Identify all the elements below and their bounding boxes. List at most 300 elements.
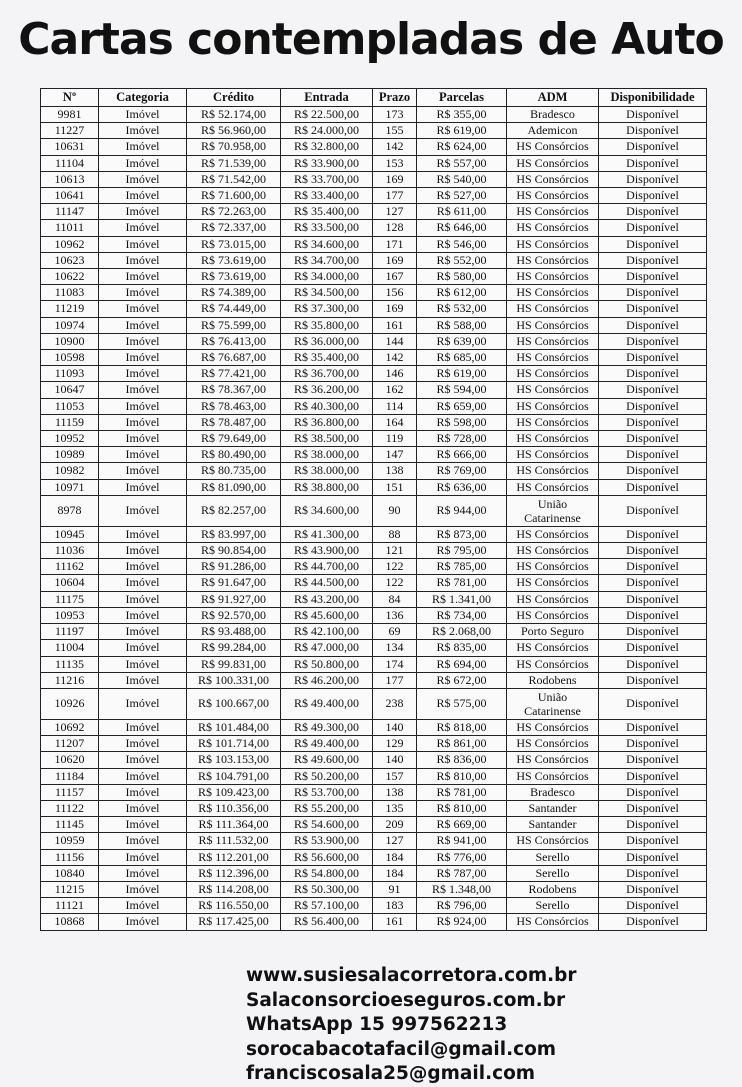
cell-categoria: Imóvel — [99, 431, 187, 447]
cell-entrada: R$ 56.400,00 — [281, 914, 373, 930]
cell-entrada: R$ 49.300,00 — [281, 719, 373, 735]
cell-numero: 11135 — [41, 656, 99, 672]
cell-credito: R$ 100.667,00 — [187, 688, 281, 719]
cell-numero: 10598 — [41, 350, 99, 366]
table-row — [41, 269, 707, 285]
cell-adm: Santander — [507, 817, 599, 833]
cell-prazo: 138 — [373, 463, 417, 479]
cell-entrada: R$ 53.900,00 — [281, 833, 373, 849]
cell-adm: Rodobens — [507, 881, 599, 897]
cell-numero: 11162 — [41, 559, 99, 575]
cell-categoria: Imóvel — [99, 672, 187, 688]
email-link-1[interactable]: sorocabacotafacil@gmail.com — [246, 1038, 557, 1060]
cell-credito: R$ 101.714,00 — [187, 736, 281, 752]
cell-credito: R$ 79.649,00 — [187, 431, 281, 447]
cell-credito: R$ 75.599,00 — [187, 317, 281, 333]
cell-entrada: R$ 38.800,00 — [281, 479, 373, 495]
table-row — [41, 784, 707, 800]
cell-adm: Rodobens — [507, 672, 599, 688]
cell-parcelas: R$ 619,00 — [417, 366, 507, 382]
table-row — [41, 800, 707, 816]
cell-entrada: R$ 43.900,00 — [281, 543, 373, 559]
cell-categoria: Imóvel — [99, 204, 187, 220]
cell-entrada: R$ 49.400,00 — [281, 736, 373, 752]
cell-prazo: 183 — [373, 898, 417, 914]
cell-adm: HS Consórcios — [507, 366, 599, 382]
cell-disponibilidade: Disponível — [599, 607, 707, 623]
cell-credito: R$ 103.153,00 — [187, 752, 281, 768]
cell-disponibilidade: Disponível — [599, 479, 707, 495]
table-row — [41, 575, 707, 591]
cell-credito: R$ 71.539,00 — [187, 155, 281, 171]
cell-parcelas: R$ 540,00 — [417, 171, 507, 187]
table-row — [41, 624, 707, 640]
cell-parcelas: R$ 785,00 — [417, 559, 507, 575]
cell-numero: 10962 — [41, 236, 99, 252]
cell-parcelas: R$ 1.348,00 — [417, 881, 507, 897]
cell-prazo: 161 — [373, 914, 417, 930]
cell-disponibilidade: Disponível — [599, 719, 707, 735]
cell-categoria: Imóvel — [99, 398, 187, 414]
cell-entrada: R$ 49.400,00 — [281, 688, 373, 719]
table-row — [41, 559, 707, 575]
cell-disponibilidade: Disponível — [599, 269, 707, 285]
header-prazo: Prazo — [373, 89, 417, 107]
cell-numero: 10622 — [41, 269, 99, 285]
table-row — [41, 591, 707, 607]
cell-numero: 11184 — [41, 768, 99, 784]
cell-prazo: 171 — [373, 236, 417, 252]
cell-categoria: Imóvel — [99, 463, 187, 479]
cell-categoria: Imóvel — [99, 301, 187, 317]
cell-numero: 10989 — [41, 447, 99, 463]
cell-numero: 11036 — [41, 543, 99, 559]
cell-disponibilidade: Disponível — [599, 301, 707, 317]
cell-credito: R$ 100.331,00 — [187, 672, 281, 688]
cell-prazo: 129 — [373, 736, 417, 752]
cell-categoria: Imóvel — [99, 656, 187, 672]
cell-disponibilidade: Disponível — [599, 833, 707, 849]
cell-disponibilidade: Disponível — [599, 398, 707, 414]
cell-adm: HS Consórcios — [507, 640, 599, 656]
table-row — [41, 447, 707, 463]
cell-disponibilidade: Disponível — [599, 350, 707, 366]
cell-prazo: 174 — [373, 656, 417, 672]
cell-categoria: Imóvel — [99, 800, 187, 816]
cell-adm: União Catarinense — [507, 495, 599, 526]
cell-credito: R$ 91.286,00 — [187, 559, 281, 575]
cell-entrada: R$ 24.000,00 — [281, 123, 373, 139]
table-row — [41, 220, 707, 236]
cell-adm: Santander — [507, 800, 599, 816]
cell-credito: R$ 81.090,00 — [187, 479, 281, 495]
cell-prazo: 184 — [373, 849, 417, 865]
cell-entrada: R$ 50.300,00 — [281, 881, 373, 897]
cell-adm: HS Consórcios — [507, 317, 599, 333]
cell-disponibilidade: Disponível — [599, 463, 707, 479]
cell-disponibilidade: Disponível — [599, 559, 707, 575]
cell-entrada: R$ 36.700,00 — [281, 366, 373, 382]
cell-categoria: Imóvel — [99, 624, 187, 640]
cell-adm: HS Consórcios — [507, 398, 599, 414]
cell-adm: HS Consórcios — [507, 479, 599, 495]
table-row — [41, 317, 707, 333]
cell-prazo: 142 — [373, 350, 417, 366]
cell-numero: 11083 — [41, 285, 99, 301]
cell-categoria: Imóvel — [99, 881, 187, 897]
cell-parcelas: R$ 810,00 — [417, 768, 507, 784]
cell-parcelas: R$ 694,00 — [417, 656, 507, 672]
cell-disponibilidade: Disponível — [599, 688, 707, 719]
cell-entrada: R$ 45.600,00 — [281, 607, 373, 623]
cell-parcelas: R$ 873,00 — [417, 526, 507, 542]
cell-categoria: Imóvel — [99, 688, 187, 719]
cell-credito: R$ 80.735,00 — [187, 463, 281, 479]
cell-entrada: R$ 36.800,00 — [281, 414, 373, 430]
cell-prazo: 161 — [373, 317, 417, 333]
cell-disponibilidade: Disponível — [599, 139, 707, 155]
cell-prazo: 169 — [373, 252, 417, 268]
cell-categoria: Imóvel — [99, 640, 187, 656]
cell-entrada: R$ 37.300,00 — [281, 301, 373, 317]
cell-numero: 10840 — [41, 865, 99, 881]
cell-disponibilidade: Disponível — [599, 526, 707, 542]
cell-credito: R$ 78.487,00 — [187, 414, 281, 430]
cell-parcelas: R$ 594,00 — [417, 382, 507, 398]
cell-parcelas: R$ 612,00 — [417, 285, 507, 301]
table-row — [41, 398, 707, 414]
cell-disponibilidade: Disponível — [599, 640, 707, 656]
cell-disponibilidade: Disponível — [599, 575, 707, 591]
website-link-2[interactable]: Salaconsorcioeseguros.com.br — [246, 989, 566, 1011]
cell-categoria: Imóvel — [99, 591, 187, 607]
cell-adm: HS Consórcios — [507, 414, 599, 430]
cell-disponibilidade: Disponível — [599, 447, 707, 463]
cell-numero: 11175 — [41, 591, 99, 607]
cell-numero: 11122 — [41, 800, 99, 816]
cell-numero: 10604 — [41, 575, 99, 591]
cell-prazo: 119 — [373, 431, 417, 447]
cell-credito: R$ 78.367,00 — [187, 382, 281, 398]
cell-adm: HS Consórcios — [507, 914, 599, 930]
cell-adm: HS Consórcios — [507, 252, 599, 268]
cell-numero: 11121 — [41, 898, 99, 914]
cell-numero: 10900 — [41, 333, 99, 349]
cell-credito: R$ 80.490,00 — [187, 447, 281, 463]
cell-prazo: 147 — [373, 447, 417, 463]
cell-disponibilidade: Disponível — [599, 252, 707, 268]
cell-prazo: 140 — [373, 752, 417, 768]
cell-categoria: Imóvel — [99, 752, 187, 768]
cell-parcelas: R$ 944,00 — [417, 495, 507, 526]
table-row — [41, 752, 707, 768]
cell-disponibilidade: Disponível — [599, 204, 707, 220]
cell-entrada: R$ 32.800,00 — [281, 139, 373, 155]
cell-categoria: Imóvel — [99, 736, 187, 752]
cell-numero: 11216 — [41, 672, 99, 688]
cell-credito: R$ 93.488,00 — [187, 624, 281, 640]
cell-adm: HS Consórcios — [507, 559, 599, 575]
cell-parcelas: R$ 611,00 — [417, 204, 507, 220]
cell-credito: R$ 114.208,00 — [187, 881, 281, 897]
cell-disponibilidade: Disponível — [599, 188, 707, 204]
cell-categoria: Imóvel — [99, 607, 187, 623]
cell-categoria: Imóvel — [99, 768, 187, 784]
cell-numero: 11219 — [41, 301, 99, 317]
cell-categoria: Imóvel — [99, 366, 187, 382]
cell-categoria: Imóvel — [99, 414, 187, 430]
cell-adm: HS Consórcios — [507, 333, 599, 349]
cell-credito: R$ 52.174,00 — [187, 107, 281, 123]
cell-categoria: Imóvel — [99, 479, 187, 495]
cell-adm: HS Consórcios — [507, 269, 599, 285]
cell-categoria: Imóvel — [99, 123, 187, 139]
cell-entrada: R$ 57.100,00 — [281, 898, 373, 914]
cell-disponibilidade: Disponível — [599, 914, 707, 930]
cell-adm: HS Consórcios — [507, 155, 599, 171]
cell-prazo: 135 — [373, 800, 417, 816]
cell-parcelas: R$ 546,00 — [417, 236, 507, 252]
cell-categoria: Imóvel — [99, 236, 187, 252]
cell-adm: Serello — [507, 865, 599, 881]
cell-categoria: Imóvel — [99, 171, 187, 187]
cell-categoria: Imóvel — [99, 447, 187, 463]
cell-numero: 10641 — [41, 188, 99, 204]
cell-prazo: 138 — [373, 784, 417, 800]
cell-disponibilidade: Disponível — [599, 865, 707, 881]
cell-parcelas: R$ 672,00 — [417, 672, 507, 688]
cell-prazo: 122 — [373, 575, 417, 591]
cell-disponibilidade: Disponível — [599, 317, 707, 333]
cell-categoria: Imóvel — [99, 559, 187, 575]
cell-parcelas: R$ 924,00 — [417, 914, 507, 930]
cell-prazo: 156 — [373, 285, 417, 301]
cell-adm: HS Consórcios — [507, 350, 599, 366]
email-link-2[interactable]: franciscosala25@gmail.com — [246, 1063, 536, 1085]
cell-parcelas: R$ 659,00 — [417, 398, 507, 414]
cell-categoria: Imóvel — [99, 495, 187, 526]
cell-numero: 11053 — [41, 398, 99, 414]
cell-numero: 10945 — [41, 526, 99, 542]
cell-parcelas: R$ 2.068,00 — [417, 624, 507, 640]
cell-prazo: 84 — [373, 591, 417, 607]
cell-entrada: R$ 22.500,00 — [281, 107, 373, 123]
cell-credito: R$ 76.413,00 — [187, 333, 281, 349]
cell-parcelas: R$ 636,00 — [417, 479, 507, 495]
table-row — [41, 188, 707, 204]
cell-categoria: Imóvel — [99, 914, 187, 930]
cell-parcelas: R$ 941,00 — [417, 833, 507, 849]
cell-credito: R$ 73.619,00 — [187, 252, 281, 268]
cell-categoria: Imóvel — [99, 155, 187, 171]
cell-prazo: 142 — [373, 139, 417, 155]
cell-adm: Porto Seguro — [507, 624, 599, 640]
cell-prazo: 173 — [373, 107, 417, 123]
cell-entrada: R$ 38.000,00 — [281, 447, 373, 463]
cell-categoria: Imóvel — [99, 188, 187, 204]
cell-numero: 10647 — [41, 382, 99, 398]
cell-disponibilidade: Disponível — [599, 107, 707, 123]
cell-parcelas: R$ 646,00 — [417, 220, 507, 236]
cell-prazo: 151 — [373, 479, 417, 495]
cell-credito: R$ 99.284,00 — [187, 640, 281, 656]
cell-prazo: 122 — [373, 559, 417, 575]
cell-numero: 10952 — [41, 431, 99, 447]
cell-categoria: Imóvel — [99, 269, 187, 285]
cell-categoria: Imóvel — [99, 865, 187, 881]
table-row — [41, 768, 707, 784]
cell-prazo: 144 — [373, 333, 417, 349]
header-credito: Crédito — [187, 89, 281, 107]
cell-entrada: R$ 56.600,00 — [281, 849, 373, 865]
website-link-1[interactable]: www.susiesalacorretora.com.br — [246, 965, 577, 986]
cell-prazo: 128 — [373, 220, 417, 236]
cell-prazo: 153 — [373, 155, 417, 171]
cell-disponibilidade: Disponível — [599, 656, 707, 672]
cell-credito: R$ 111.532,00 — [187, 833, 281, 849]
cell-parcelas: R$ 1.341,00 — [417, 591, 507, 607]
cell-credito: R$ 77.421,00 — [187, 366, 281, 382]
cell-parcelas: R$ 836,00 — [417, 752, 507, 768]
cell-credito: R$ 112.396,00 — [187, 865, 281, 881]
cell-parcelas: R$ 796,00 — [417, 898, 507, 914]
header-categoria: Categoria — [99, 89, 187, 107]
cell-categoria: Imóvel — [99, 526, 187, 542]
cell-numero: 10953 — [41, 607, 99, 623]
cell-credito: R$ 91.927,00 — [187, 591, 281, 607]
cell-parcelas: R$ 787,00 — [417, 865, 507, 881]
cell-adm: HS Consórcios — [507, 752, 599, 768]
cell-credito: R$ 83.997,00 — [187, 526, 281, 542]
cell-numero: 10868 — [41, 914, 99, 930]
cell-numero: 10692 — [41, 719, 99, 735]
cell-adm: HS Consórcios — [507, 719, 599, 735]
cell-entrada: R$ 36.200,00 — [281, 382, 373, 398]
cell-credito: R$ 70.958,00 — [187, 139, 281, 155]
cell-credito: R$ 101.484,00 — [187, 719, 281, 735]
cell-disponibilidade: Disponível — [599, 849, 707, 865]
cell-prazo: 209 — [373, 817, 417, 833]
cell-parcelas: R$ 728,00 — [417, 431, 507, 447]
cell-disponibilidade: Disponível — [599, 382, 707, 398]
cell-prazo: 162 — [373, 382, 417, 398]
cell-categoria: Imóvel — [99, 543, 187, 559]
cell-parcelas: R$ 781,00 — [417, 784, 507, 800]
cell-numero: 11004 — [41, 640, 99, 656]
cell-numero: 11104 — [41, 155, 99, 171]
table-row — [41, 833, 707, 849]
cell-entrada: R$ 42.100,00 — [281, 624, 373, 640]
cell-numero: 8978 — [41, 495, 99, 526]
table-row — [41, 366, 707, 382]
table-row — [41, 495, 707, 526]
cell-parcelas: R$ 575,00 — [417, 688, 507, 719]
cell-credito: R$ 73.015,00 — [187, 236, 281, 252]
cell-disponibilidade: Disponível — [599, 768, 707, 784]
whatsapp-contact: WhatsApp 15 997562213 — [246, 1014, 508, 1036]
table-row — [41, 736, 707, 752]
table-row — [41, 817, 707, 833]
cell-entrada: R$ 35.800,00 — [281, 317, 373, 333]
cell-prazo: 184 — [373, 865, 417, 881]
cell-credito: R$ 73.619,00 — [187, 269, 281, 285]
cell-adm: HS Consórcios — [507, 139, 599, 155]
cell-entrada: R$ 43.200,00 — [281, 591, 373, 607]
cell-adm: HS Consórcios — [507, 301, 599, 317]
cell-parcelas: R$ 527,00 — [417, 188, 507, 204]
header-parcelas: Parcelas — [417, 89, 507, 107]
cell-adm: HS Consórcios — [507, 768, 599, 784]
cell-parcelas: R$ 685,00 — [417, 350, 507, 366]
cell-parcelas: R$ 769,00 — [417, 463, 507, 479]
cell-adm: HS Consórcios — [507, 171, 599, 187]
cell-entrada: R$ 50.800,00 — [281, 656, 373, 672]
header-numero: Nº — [41, 89, 99, 107]
cell-prazo: 155 — [373, 123, 417, 139]
cell-credito: R$ 92.570,00 — [187, 607, 281, 623]
cell-parcelas: R$ 624,00 — [417, 139, 507, 155]
cell-categoria: Imóvel — [99, 817, 187, 833]
cell-numero: 10926 — [41, 688, 99, 719]
cell-adm: HS Consórcios — [507, 463, 599, 479]
cell-numero: 11227 — [41, 123, 99, 139]
cell-parcelas: R$ 588,00 — [417, 317, 507, 333]
cell-adm: HS Consórcios — [507, 736, 599, 752]
cell-adm: HS Consórcios — [507, 526, 599, 542]
table-row — [41, 107, 707, 123]
cell-disponibilidade: Disponível — [599, 123, 707, 139]
table-row — [41, 414, 707, 430]
cell-credito: R$ 74.449,00 — [187, 301, 281, 317]
cell-prazo: 134 — [373, 640, 417, 656]
table-row — [41, 155, 707, 171]
cell-adm: HS Consórcios — [507, 656, 599, 672]
cell-parcelas: R$ 619,00 — [417, 123, 507, 139]
table-row — [41, 350, 707, 366]
cell-entrada: R$ 33.400,00 — [281, 188, 373, 204]
cell-entrada: R$ 33.700,00 — [281, 171, 373, 187]
cell-numero: 11197 — [41, 624, 99, 640]
cell-prazo: 91 — [373, 881, 417, 897]
cell-categoria: Imóvel — [99, 898, 187, 914]
cell-prazo: 177 — [373, 672, 417, 688]
cell-parcelas: R$ 532,00 — [417, 301, 507, 317]
table-row — [41, 139, 707, 155]
header-adm: ADM — [507, 89, 599, 107]
cell-prazo: 114 — [373, 398, 417, 414]
table-row — [41, 204, 707, 220]
cell-adm: Serello — [507, 898, 599, 914]
cell-numero: 11215 — [41, 881, 99, 897]
cell-entrada: R$ 34.000,00 — [281, 269, 373, 285]
cell-parcelas: R$ 598,00 — [417, 414, 507, 430]
cell-credito: R$ 91.647,00 — [187, 575, 281, 591]
cell-entrada: R$ 55.200,00 — [281, 800, 373, 816]
cell-parcelas: R$ 580,00 — [417, 269, 507, 285]
header-disponibilidade: Disponibilidade — [599, 89, 707, 107]
cell-credito: R$ 71.600,00 — [187, 188, 281, 204]
cell-adm: HS Consórcios — [507, 447, 599, 463]
cell-prazo: 157 — [373, 768, 417, 784]
cell-prazo: 140 — [373, 719, 417, 735]
cell-disponibilidade: Disponível — [599, 591, 707, 607]
cell-disponibilidade: Disponível — [599, 881, 707, 897]
cell-parcelas: R$ 666,00 — [417, 447, 507, 463]
cell-disponibilidade: Disponível — [599, 736, 707, 752]
cell-entrada: R$ 49.600,00 — [281, 752, 373, 768]
table-row — [41, 285, 707, 301]
cell-numero: 10974 — [41, 317, 99, 333]
